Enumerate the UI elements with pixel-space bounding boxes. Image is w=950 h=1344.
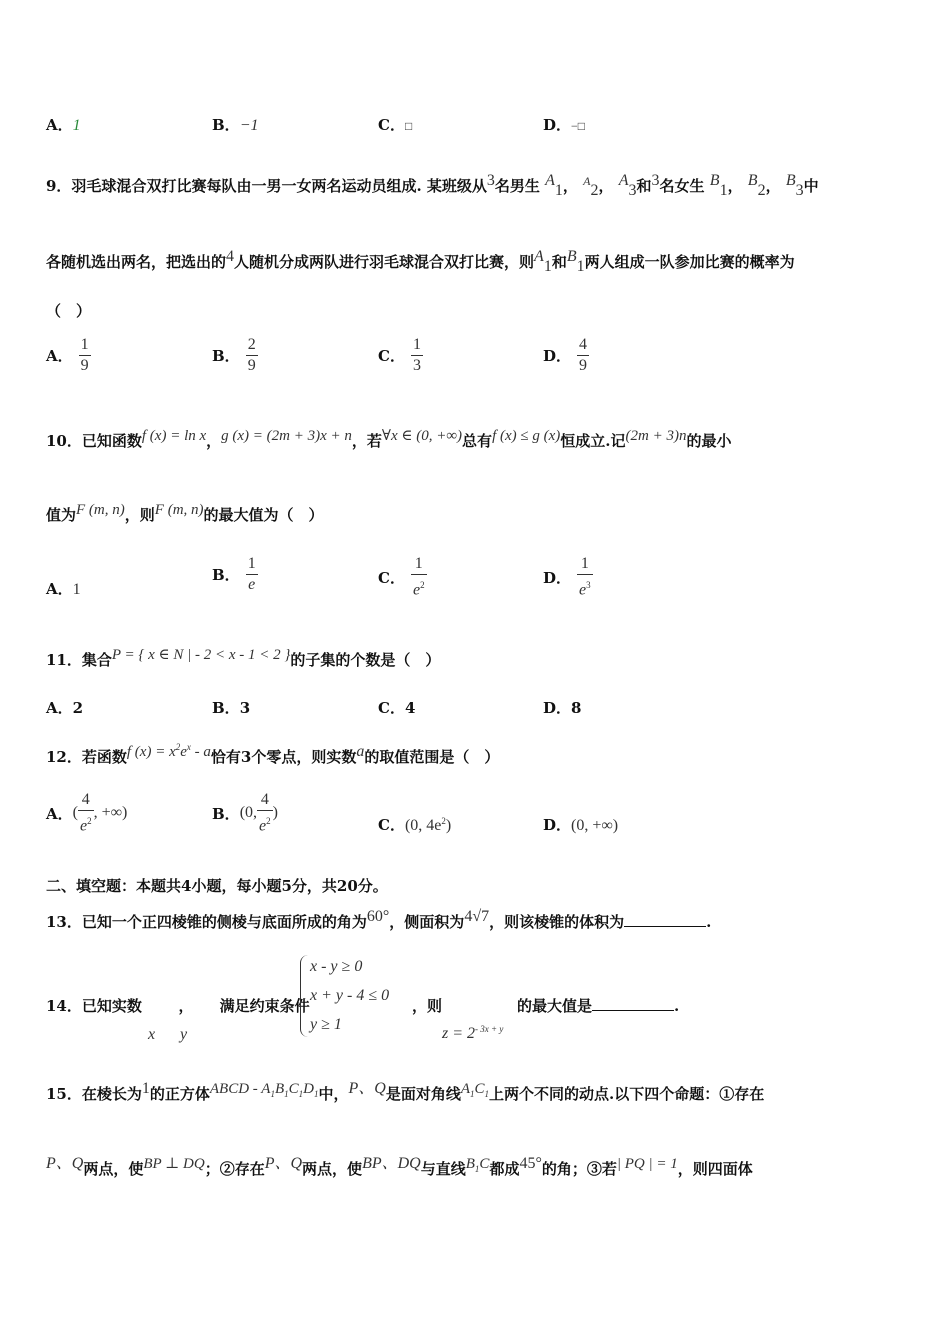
q9-option-b: B． $\frac{2}{9}$ <box>212 336 256 374</box>
q12-option-b: B．(0, $\frac{4}{e^2}$ ) <box>212 791 278 835</box>
q12-option-d: D．(0, +∞) <box>543 816 619 834</box>
q14-answer-blank[interactable] <box>592 998 674 1011</box>
section-2-header: 二、填空题：本题共4小题，每小题5分，共20分。 <box>46 877 388 895</box>
q9-option-c: C． $\frac{1}{3}$ <box>378 336 421 374</box>
q13-line: 13．已知一个正四棱锥的侧棱与底面所成的角为$^{60^\circ}$，侧面积为$^{4√7}$，则该棱锥的体积为 . <box>46 908 712 931</box>
q11-line: 11．集合$^{P = \{ x \in N | - 2 < x - 1 < 2 \}}$的子集的个数是（ ） <box>46 647 441 669</box>
q11-option-d: D．8 <box>543 699 582 717</box>
q10-option-b: B． $\frac{1}{e}$ <box>212 555 256 593</box>
q10-option-a: A．1 <box>46 580 81 598</box>
q14-var-x: x <box>148 1026 156 1043</box>
q14-tail: 的最大值是 . <box>517 997 680 1015</box>
q11-option-a: A．2 <box>46 699 84 717</box>
q8-option-d: D．−□ <box>543 116 586 134</box>
q9-option-d: D． $\frac{4}{9}$ <box>543 336 588 374</box>
q12-option-c: C．(0, $4e^2$) <box>378 816 452 834</box>
q10-option-c: C． $\frac{1}{e^2}$ <box>378 555 425 599</box>
q14-ze: ，则 <box>412 997 443 1015</box>
q10-line-2: 值为$^{F (m, n)}$，则$^{F (m, n)}$的最大值为（ ） <box>46 502 324 524</box>
q10-option-d: D． $\frac{1}{e^3}$ <box>543 555 591 599</box>
exam-page: A．1 B．−1 C．□ D．−□ 9．羽毛球混合双打比赛每队由一男一女两名运动员组成. 某班级从$^3$名男生 $^A_1$， $^A_2$， $^A_3$和$^3$名女生 $^B_1$， $^B_2$， $^B_3$中 各随机选出两名，把选出的$^4$人随机分成两队进行羽毛球混合双打比赛，则$^A_1$和$^B_1$两人组成一队参加比赛的概率为 （ ） A． $\frac{1}{9}$ B． $\frac{2}{9}$ C． $\frac{1}{3}$ D． $\frac{4}{9}$ 10．已知函数$^{f (x) = ln x}$，$^{g (x) = (2m + 3)x + n}$，若$^{\forall x \in (0, +\infty)}$总有$^{f (x) \le g (x)}$恒成立.记$^{(2m + 3)n}$的最小 值为$^{F (m, n)}$，则$^{F (m, n)}$的最大值为（ ） A．1 B． $\frac{1}{e}$ C． $\frac{1}{e^2}$ D． $\frac{1}{e^3}$ 11．集合$^{P = \{ x \in N | - 2 < x - 1 < 2 \}}$的子集的个数是（ ） A．2 B．3 C．4 D．8 12．若函数$^{f (x) = x^2e^x - a}$恰有3个零点，则实数$^a$的取值范围是（ ） A．( $\frac{4}{e^2}$ , +∞) B．(0, $\frac{4}{e^2}$ ) C．(0, $4e^2$) D．(0, +∞) 二、填空题：本题共4小题，每小题5分，共20分。 13．已知一个正四棱锥的侧棱与底面所成的角为$^{60^\circ}$，侧面积为$^{4√7}$，则该棱锥的体积为 . 14．已知实数 ， 满足约束条件 x y x - y ≥ 0 x + y - 4 ≤ 0 y ≥ 1 ，则 $z = 2^{- 3x + y}$ 的最大值是 . 15．在棱长为$^1$的正方体$^{ABCD - A_1B_1C_1D_1}$中，$^{P、Q}$是面对角线$^{A_1C_1}$上两个不同的动点.以下四个命题：①存在 $^{P、Q}$两点，使$^{BP \perp DQ}$；②存在$^{P、Q}$两点，使$^{BP、DQ}$与直线$^{B_1C}$都成$^{45^\circ}$的角；③若$^{| PQ | = 1}$，则四面体 <box>46 116 819 1178</box>
q9-option-a: A． $\frac{1}{9}$ <box>46 336 89 374</box>
q15-line-1: 15．在棱长为$^1$的正方体$^{ABCD - A_1B_1C_1D_1}$中，$^{P、Q}$是面对角线$^{A_1C_1}$上两个不同的动点.以下四个命题：①存在 <box>46 1080 765 1103</box>
q9-line-1: 9．羽毛球混合双打比赛每队由一男一女两名运动员组成. 某班级从$^3$名男生 $^A_1$， $^A_2$， $^A_3$和$^3$名女生 $^B_1$， $^B_2$， $^B_3$中 <box>46 172 819 199</box>
q14-var-y: y <box>180 1026 188 1043</box>
q9-line-2: 各随机选出两名，把选出的$^4$人随机分成两队进行羽毛球混合双打比赛，则$^A_1$和$^B_1$两人组成一队参加比赛的概率为 <box>46 248 795 275</box>
q15-line-2: $^{P、Q}$两点，使$^{BP \perp DQ}$；②存在$^{P、Q}$两点，使$^{BP、DQ}$与直线$^{B_1C}$都成$^{45^\circ}$的角；③若$^{| PQ | = 1}$，则四面体 <box>46 1155 753 1178</box>
q8-option-b: B．−1 <box>212 116 259 134</box>
q12-line: 12．若函数$^{f (x) = x^2e^x - a}$恰有3个零点，则实数$^a$的取值范围是（ ） <box>46 742 500 766</box>
q11-option-c: C．4 <box>378 699 416 717</box>
q9-paren: （ ） <box>46 302 92 320</box>
q11-option-b: B．3 <box>212 699 251 717</box>
q13-answer-blank[interactable] <box>624 914 706 927</box>
q14-z-expr: $z = 2^{- 3x + y}$ <box>442 1024 504 1042</box>
q14-line: 14．已知实数 ， 满足约束条件 <box>46 997 310 1015</box>
q8-option-a: A．1 <box>46 116 81 134</box>
q12-option-a: A．( $\frac{4}{e^2}$ , +∞) <box>46 791 128 835</box>
q8-option-c: C．□ <box>378 116 413 134</box>
q10-line-1: 10．已知函数$^{f (x) = ln x}$，$^{g (x) = (2m + 3)x + n}$，若$^{\forall x \in (0, +\infty)}$总有$^{f (x) \le g (x)}$恒成立.记$^{(2m + 3)n}$的最小 <box>46 428 732 450</box>
